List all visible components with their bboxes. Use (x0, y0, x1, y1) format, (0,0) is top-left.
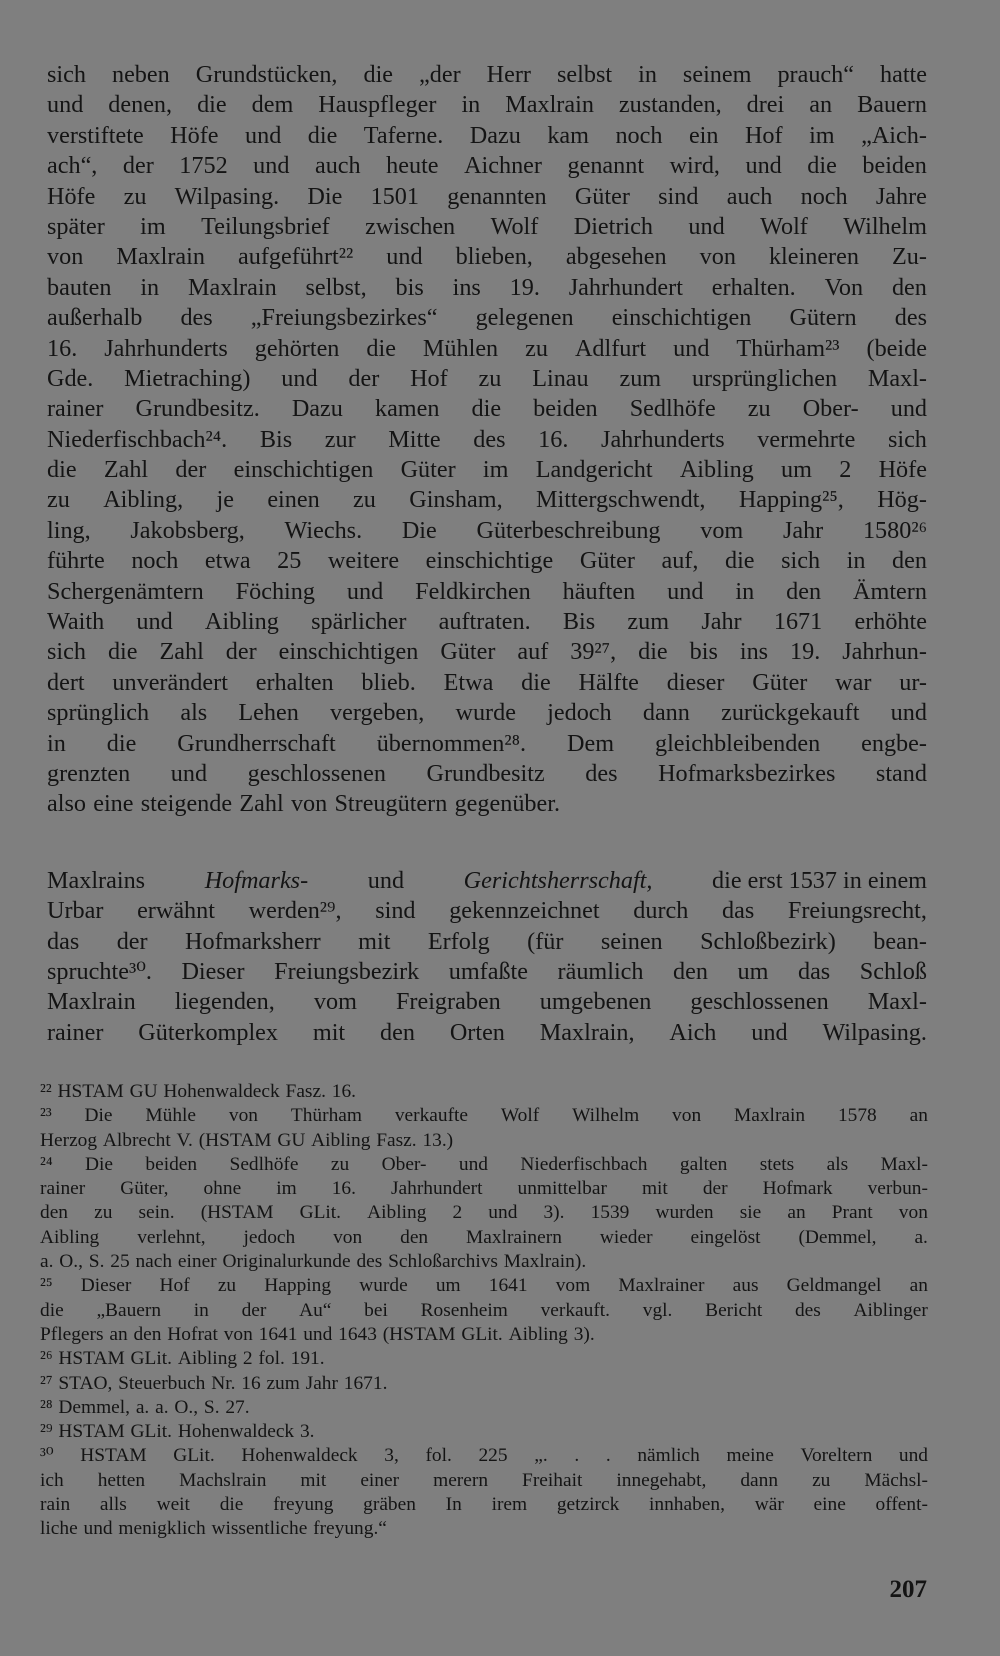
paragraph-line: sich neben Grundstücken, die „der Herr selbst in seinem prauch“ hatte (47, 61, 927, 88)
paragraph-line: ach“, der 1752 und auch heute Aichner genannt wird, und die beiden (47, 152, 927, 180)
italic-term: Hofmarks- (204, 866, 309, 894)
paragraph-line: Waith und Aibling spärlicher auftraten. Bis zum Jahr 1671 erhöhte (47, 608, 927, 636)
paragraph-line: rainer Grundbesitz. Dazu kamen die beiden Sedlhöfe zu Ober- und (47, 395, 927, 423)
paragraph-line: rainer Güterkomplex mit den Orten Maxlrain, Aich und Wilpasing. (47, 1018, 927, 1046)
paragraph-line: und denen, die dem Hauspfleger in Maxlrain zustanden, drei an Bauern (47, 91, 927, 119)
paragraph-2 (47, 866, 927, 1048)
footnote-line: ²² HSTAM GU Hohenwaldeck Fasz. 16. (40, 1081, 356, 1102)
paragraph-line: das der Hofmarksherr mit Erfolg (für seinen Schloßbezirk) bean- (47, 927, 927, 955)
footnote-line: den zu sein. (HSTAM GLit. Aibling 2 und 3). 1539 wurden sie an Prant von (40, 1202, 928, 1224)
paragraph-1 (47, 60, 927, 820)
footnote-line: Aibling verlehnt, jedoch von den Maxlrainern wieder eingelöst (Demmel, a. (40, 1226, 928, 1248)
paragraph-line: in die Grundherrschaft übernommen²⁸. Dem gleichbleibenden engbe- (47, 729, 927, 757)
paragraph-line: 16. Jahrhunderts gehörten die Mühlen zu Adlfurt und Thürham²³ (beide (47, 334, 927, 362)
paragraph-line: Niederfischbach²⁴. Bis zur Mitte des 16. Jahrhunderts vermehrte sich (47, 425, 927, 453)
paragraph-line: Maxlrain liegenden, vom Freigraben umgebenen geschlossenen Maxl- (47, 988, 927, 1016)
footnote-line: ²³ Die Mühle von Thürham verkaufte Wolf Wilhelm von Maxlrain 1578 an (40, 1105, 928, 1127)
paragraph-line: Gde. Mietraching) und der Hof zu Linau zum ursprünglichen Maxl- (47, 364, 927, 392)
paragraph-line: verstiftete Höfe und die Taferne. Dazu kam noch ein Hof im „Aich- (47, 121, 927, 149)
footnote-line: a. O., S. 25 nach einer Originalurkunde des Schloßarchivs Maxlrain). (40, 1251, 587, 1273)
footnote-line: ³⁰ HSTAM GLit. Hohenwaldeck 3, fol. 225 „. . . nämlich meine Voreltern und (40, 1445, 928, 1467)
italic-term: Gerichtsherrschaft, (463, 866, 653, 894)
main-text (47, 60, 927, 1048)
footnotes (40, 1080, 928, 1542)
footnote-line: liche und menigklich wissentliche freyung.“ (40, 1518, 387, 1540)
paragraph-line: später im Teilungsbrief zwischen Wolf Dietrich und Wolf Wilhelm (47, 212, 927, 240)
paragraph-line: sich die Zahl der einschichtigen Güter auf 39²⁷, die bis ins 19. Jahrhun- (47, 638, 927, 666)
footnote-line: ²⁹ HSTAM GLit. Hohenwaldeck 3. (40, 1421, 315, 1443)
footnote-line: ²⁵ Dieser Hof zu Happing wurde um 1641 vom Maxlrainer aus Geldmangel an (40, 1275, 928, 1297)
paragraph-line: sprünglich als Lehen vergeben, wurde jedoch dann zurückgekauft und (47, 699, 927, 727)
paragraph-line: Urbar erwähnt werden²⁹, sind gekennzeichnet durch das Freiungsrecht, (47, 897, 927, 925)
paragraph-line: spruchte³⁰. Dieser Freiungsbezirk umfaßte räumlich den um das Schloß (47, 957, 927, 985)
paragraph-line: außerhalb des „Freiungsbezirkes“ gelegenen einschichtigen Gütern des (47, 304, 927, 332)
paragraph-line: führte noch etwa 25 weitere einschichtige Güter auf, die sich in den (47, 547, 927, 575)
paragraph-line: von Maxlrain aufgeführt²² und blieben, abgesehen von kleineren Zu- (47, 243, 927, 271)
paragraph-line: die Zahl der einschichtigen Güter im Landgericht Aibling um 2 Höfe (47, 456, 927, 484)
footnote-line: rain alls weit die freyung gräben In irem getzirck innhaben, wär eine offent- (40, 1494, 928, 1516)
footnote-line: Herzog Albrecht V. (HSTAM GU Aibling Fasz. 13.) (40, 1129, 454, 1151)
paragraph-line: bauten in Maxlrain selbst, bis ins 19. Jahrhundert erhalten. Von den (47, 273, 927, 301)
paragraph-line: grenzten und geschlossenen Grundbesitz des Hofmarksbezirkes stand (47, 759, 927, 787)
paragraph-line: zu Aibling, je einen zu Ginsham, Mittergschwendt, Happing²⁵, Hög- (47, 486, 927, 514)
paragraph-line: Schergenämtern Föching und Feldkirchen häuften und in den Ämtern (47, 577, 927, 605)
paragraph-line: ling, Jakobsberg, Wiechs. Die Güterbeschreibung vom Jahr 1580²⁶ (47, 516, 927, 544)
footnote-line: ich hetten Machslrain mit einer merern Freihait innegehabt, dann zu Mächsl- (40, 1469, 928, 1491)
paragraph-line: also eine steigende Zahl von Streugütern gegenüber. (47, 790, 561, 818)
footnote-line: Pflegers an den Hofrat von 1641 und 1643 (HSTAM GLit. Aibling 3). (40, 1323, 595, 1345)
paragraph-line: Höfe zu Wilpasing. Die 1501 genannten Güter sind auch noch Jahre (47, 182, 927, 210)
footnote-line: ²⁴ Die beiden Sedlhöfe zu Ober- und Niederfischbach galten stets als Maxl- (40, 1153, 928, 1175)
paragraph-line: Maxlrains Hofmarks- und Gerichtsherrschaft, die erst 1537 in einem (47, 866, 927, 896)
page-number: 207 (889, 1576, 927, 1603)
paragraph-line: dert unverändert erhalten blieb. Etwa die Hälfte dieser Güter war ur- (47, 668, 927, 696)
footnote-line: ²⁶ HSTAM GLit. Aibling 2 fol. 191. (40, 1348, 325, 1370)
footnote-line: die „Bauern in der Au“ bei Rosenheim verkauft. vgl. Bericht des Aiblinger (40, 1299, 928, 1321)
footnote-line: ²⁸ Demmel, a. a. O., S. 27. (40, 1396, 250, 1418)
footnote-line: ²⁷ STAO, Steuerbuch Nr. 16 zum Jahr 1671. (40, 1372, 388, 1394)
footnote-line: rainer Güter, ohne im 16. Jahrhundert unmittelbar mit der Hofmark verbun- (40, 1178, 928, 1200)
